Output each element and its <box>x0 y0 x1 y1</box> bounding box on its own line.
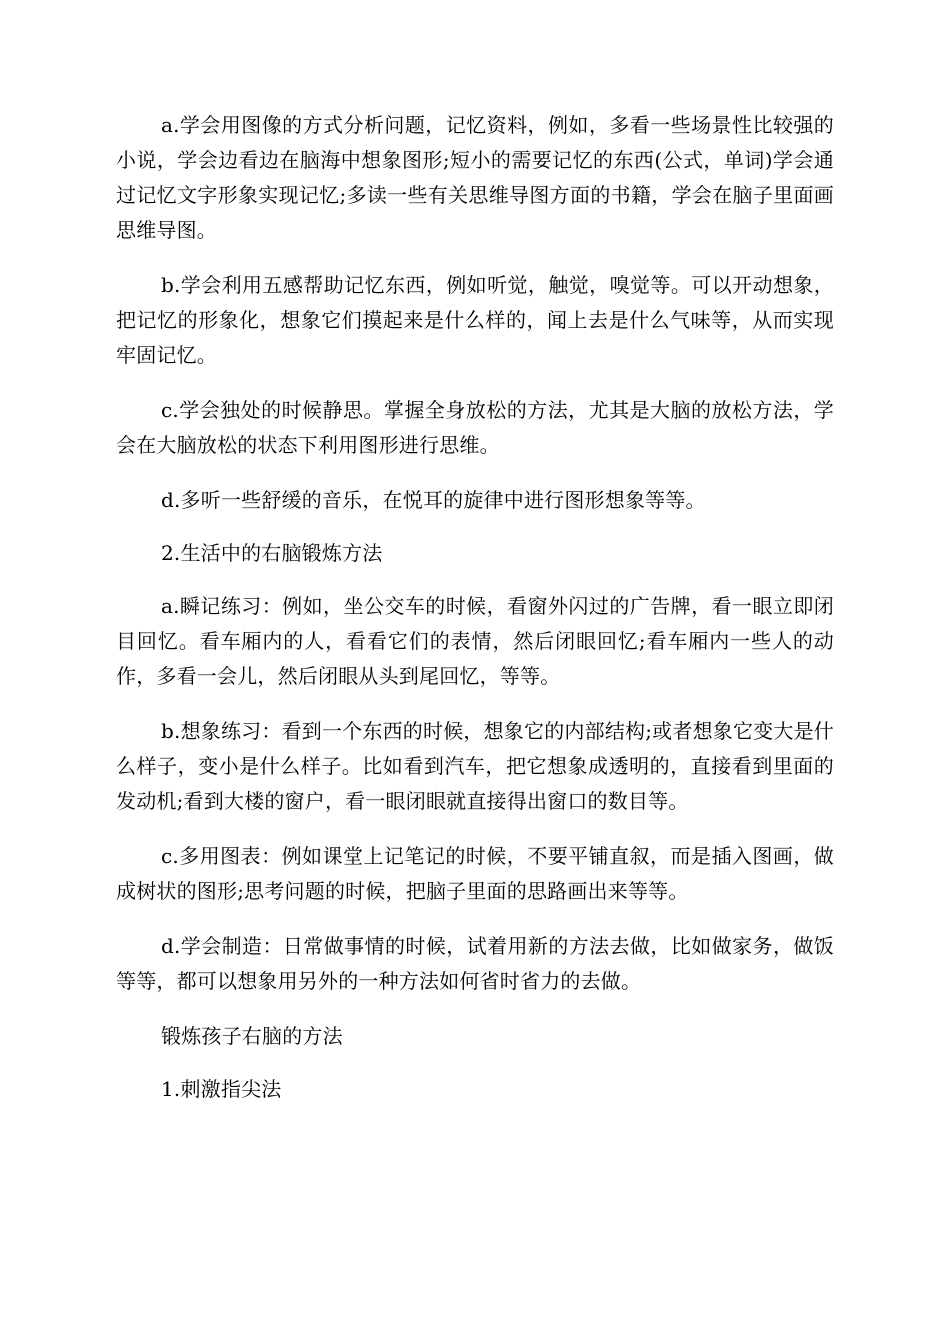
paragraph-imagination: b.想象练习：看到一个东西的时候，想象它的内部结构;或者想象它变大是什么样子，变小是什么样子。比如看到汽车，把它想象成透明的，直接看到里面的发动机;看到大楼的窗户，看一眼闭眼就直接得出窗口的数目等。 <box>116 719 834 813</box>
paragraph-five-senses: b.学会利用五感帮助记忆东西，例如听觉，触觉，嗅觉等。可以开动想象，把记忆的形象化，想象它们摸起来是什么样的，闻上去是什么气味等，从而实现牢固记忆。 <box>116 273 834 367</box>
paragraph-meditation: c.学会独处的时候静思。掌握全身放松的方法，尤其是大脑的放松方法，学会在大脑放松的状态下利用图形进行思维。 <box>116 398 834 457</box>
paragraph-music: d.多听一些舒缓的音乐，在悦耳的旋律中进行图形想象等等。 <box>161 488 706 512</box>
section-heading-children: 锻炼孩子右脑的方法 <box>161 1024 343 1048</box>
paragraph-instant-memory: a.瞬记练习：例如，坐公交车的时候，看窗外闪过的广告牌，看一眼立即闭目回忆。看车厢内的人，看看它们的表情，然后闭眼回忆;看车厢内一些人的动作，多看一会儿，然后闭眼从头到尾回忆，等等。 <box>116 594 834 688</box>
paragraph-image-memory: a.学会用图像的方式分析问题，记忆资料，例如，多看一些场景性比较强的小说，学会边看边在脑海中想象图形;短小的需要记忆的东西(公式，单词)学会通过记忆文字形象实现记忆;多读一些有关思维导图方面的书籍，学会在脑子里面画思维导图。 <box>116 113 834 242</box>
paragraph-charts: c.多用图表：例如课堂上记笔记的时候，不要平铺直叙，而是插入图画，做成树状的图形;思考问题的时候，把脑子里面的思路画出来等等。 <box>116 844 834 903</box>
section-heading-daily-methods: 2.生活中的右脑锻炼方法 <box>161 541 383 565</box>
paragraph-creation: d.学会制造：日常做事情的时候，试着用新的方法去做，比如做家务，做饭等等，都可以想象用另外的一种方法如何省时省力的去做。 <box>116 934 834 993</box>
subheading-fingertip: 1.刺激指尖法 <box>161 1077 282 1101</box>
